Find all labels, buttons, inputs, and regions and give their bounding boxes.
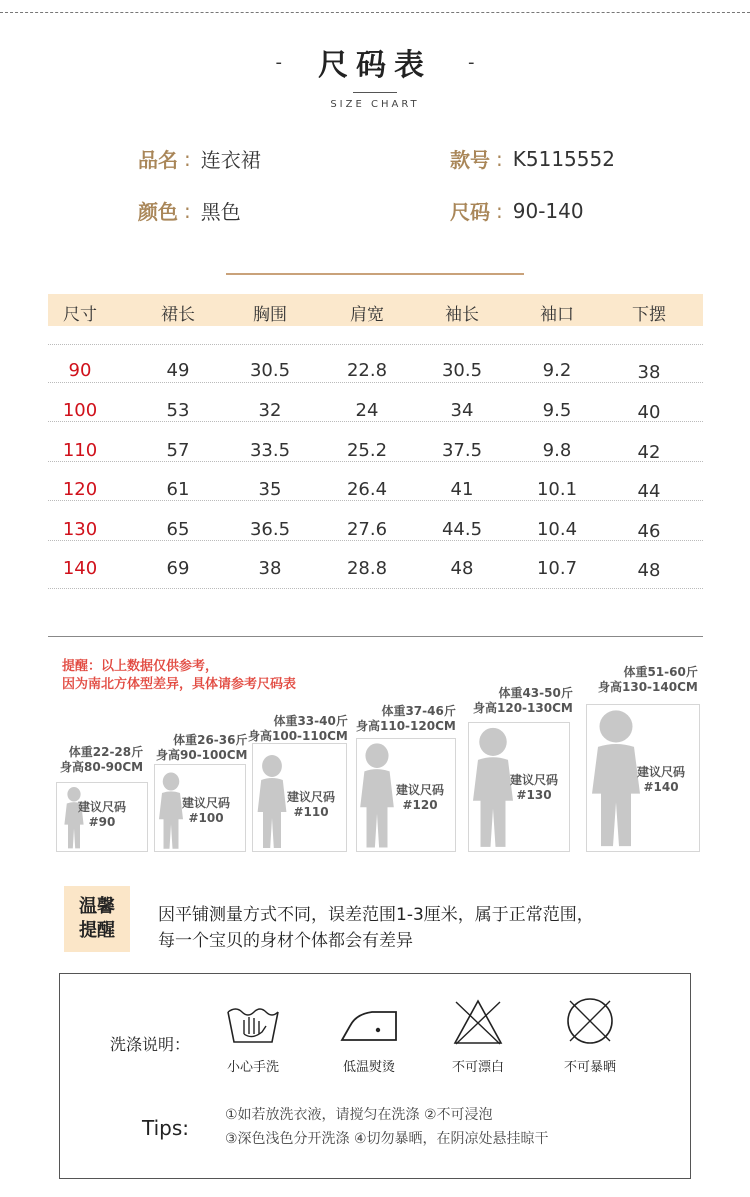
recommended-size-value: #120 (402, 798, 438, 812)
table-cell: 34 (450, 400, 474, 421)
recommended-size (396, 783, 444, 813)
child-silhouette-icon (254, 752, 290, 852)
weight-range: 体重33-40斤 (273, 714, 348, 728)
page-subtitle: SIZE CHART (330, 99, 420, 110)
table-cell: 10.4 (536, 519, 578, 540)
table-cell: 61 (166, 479, 190, 500)
reference-note-line1: 提醒：以上数据仅供参考， (62, 659, 219, 674)
table-header-cell: 下摆 (632, 305, 666, 325)
table-cell: 30.5 (441, 360, 483, 381)
recommended-size-label: 建议尺码 (510, 773, 559, 787)
table-cell: 65 (166, 519, 190, 540)
recommended-size-value: #130 (516, 788, 552, 802)
table-cell: 40 (637, 402, 661, 423)
table-cell: 32 (258, 400, 282, 421)
warm-reminder-text-2: 每一个宝贝的身材个体都会有差异 (158, 931, 413, 951)
height-range: 身高80-90CM (60, 760, 144, 774)
warm-reminder-badge (64, 886, 130, 952)
warm-reminder-label-2: 提醒 (79, 920, 115, 941)
product-size-value: 90-140 (512, 198, 584, 223)
recommended-size-value: #100 (188, 811, 224, 825)
table-cell: 10.7 (536, 558, 578, 579)
hand-wash-icon (224, 1004, 282, 1046)
recommended-size (287, 790, 335, 820)
recommended-size-label: 建议尺码 (396, 783, 445, 797)
section-divider (48, 636, 703, 637)
table-header-cell: 袖口 (540, 305, 574, 325)
table-header-cell: 裙长 (161, 305, 195, 325)
recommended-size-value: #90 (88, 815, 116, 829)
no-bleach-icon (452, 998, 504, 1046)
title-dash-right: - (468, 51, 475, 73)
weight-range: 体重37-46斤 (381, 704, 456, 718)
recommended-size-label: 建议尺码 (182, 796, 231, 810)
table-size-cell: 120 (62, 479, 98, 500)
table-row-divider (48, 500, 703, 501)
table-size-cell: 90 (68, 360, 92, 381)
table-cell: 35 (258, 479, 282, 500)
table-size-cell: 140 (62, 558, 98, 579)
table-cell: 27.6 (346, 519, 388, 540)
section-separator (226, 273, 524, 275)
size-reference-label (473, 686, 573, 716)
title-dash-left: - (275, 51, 282, 73)
product-name-row (138, 144, 261, 173)
height-range: 身高120-130CM (473, 701, 573, 715)
weight-range: 体重22-28斤 (68, 745, 144, 759)
product-style-row (450, 144, 615, 173)
product-style-value: K5115552 (512, 146, 615, 171)
product-name-value: 连衣裙 (200, 148, 261, 172)
table-cell: 37.5 (441, 440, 483, 461)
product-size-row (450, 196, 584, 225)
product-size-label: 尺码 (450, 200, 490, 224)
recommended-size-value: #140 (643, 780, 679, 794)
reference-note-line2: 因为南北方体型差异，具体请参考尺码表 (62, 677, 297, 692)
no-sun-dry-caption: 不可暴晒 (563, 1060, 616, 1075)
table-cell: 30.5 (249, 360, 291, 381)
colon: : (496, 146, 503, 171)
table-size-cell: 100 (62, 400, 98, 421)
table-cell: 49 (166, 360, 190, 381)
recommended-size-value: #110 (293, 805, 329, 819)
title-underline (353, 92, 397, 93)
recommended-size (637, 765, 685, 795)
table-cell: 9.8 (542, 440, 572, 461)
size-reference-label (156, 733, 247, 763)
height-range: 身高110-120CM (356, 719, 456, 733)
recommended-size (510, 773, 558, 803)
table-header-cell: 肩宽 (350, 305, 384, 325)
table-cell: 24 (355, 400, 379, 421)
top-dashed-border (0, 12, 750, 13)
height-range: 身高100-110CM (248, 729, 348, 743)
table-row-divider (48, 382, 703, 383)
low-iron-icon (338, 1006, 400, 1044)
size-reference-label (356, 704, 456, 734)
table-cell: 22.8 (346, 360, 388, 381)
table-cell: 48 (450, 558, 474, 579)
recommended-size-label: 建议尺码 (637, 765, 686, 779)
colon: : (184, 198, 191, 223)
size-reference-label (60, 745, 143, 775)
product-color-label: 颜色 (138, 200, 178, 224)
table-header-cell: 尺寸 (63, 305, 97, 325)
warm-reminder-text-1: 因平铺测量方式不同，误差范围1-3厘米，属于正常范围， (158, 905, 594, 925)
table-cell: 9.5 (542, 400, 572, 421)
size-reference-label (598, 665, 698, 695)
weight-range: 体重26-36斤 (173, 733, 248, 747)
no-sun-dry-icon (565, 996, 615, 1046)
table-row-divider (48, 588, 703, 589)
table-cell: 38 (258, 558, 282, 579)
table-cell: 38 (637, 362, 661, 383)
page-title: 尺码表 (318, 48, 432, 83)
recommended-size-label: 建议尺码 (287, 790, 336, 804)
product-name-label: 品名 (138, 148, 178, 172)
table-cell: 10.1 (536, 479, 578, 500)
table-cell: 41 (450, 479, 474, 500)
child-silhouette-icon (356, 740, 398, 852)
table-cell: 33.5 (249, 440, 291, 461)
recommended-size (182, 796, 230, 826)
table-cell: 25.2 (346, 440, 388, 461)
table-cell: 42 (637, 442, 661, 463)
recommended-size-label: 建议尺码 (78, 800, 127, 814)
product-color-row (138, 196, 241, 225)
washing-title: 洗涤说明： (110, 1035, 191, 1054)
size-reference-label (248, 714, 348, 744)
table-cell: 28.8 (346, 558, 388, 579)
table-header-cell: 袖长 (445, 305, 479, 325)
table-cell: 46 (637, 521, 661, 542)
table-size-cell: 110 (62, 440, 98, 461)
hand-wash-caption: 小心手洗 (226, 1060, 279, 1075)
height-range: 身高90-100CM (156, 748, 248, 762)
weight-range: 体重43-50斤 (498, 686, 573, 700)
tips-line-1: ①如若放洗衣液，请搅匀在洗涤 ②不可浸泡 (225, 1107, 493, 1123)
table-cell: 48 (637, 560, 661, 581)
warm-reminder-label-1: 温馨 (79, 896, 115, 917)
no-bleach-caption: 不可漂白 (451, 1060, 504, 1075)
table-row-divider (48, 540, 703, 541)
tips-label: Tips: (142, 1116, 190, 1140)
table-row-divider (48, 344, 703, 345)
tips-line-2: ③深色浅色分开洗涤 ④切勿暴晒，在阴凉处悬挂晾干 (225, 1131, 549, 1147)
colon: : (496, 198, 503, 223)
table-cell: 44 (637, 481, 661, 502)
height-range: 身高130-140CM (598, 680, 698, 694)
table-cell: 9.2 (542, 360, 572, 381)
table-cell: 36.5 (249, 519, 291, 540)
table-size-cell: 130 (62, 519, 98, 540)
table-cell: 57 (166, 440, 190, 461)
table-row-divider (48, 421, 703, 422)
recommended-size (78, 800, 126, 830)
product-color-value: 黑色 (200, 200, 241, 224)
table-cell: 44.5 (441, 519, 483, 540)
colon: : (184, 146, 191, 171)
table-header-cell: 胸围 (253, 305, 287, 325)
weight-range: 体重51-60斤 (623, 665, 698, 679)
product-style-label: 款号 (450, 148, 490, 172)
table-cell: 69 (166, 558, 190, 579)
table-row-divider (48, 461, 703, 462)
washing-instructions-panel (59, 973, 691, 1179)
low-iron-caption: 低温熨烫 (342, 1060, 395, 1075)
page-header (0, 40, 750, 110)
table-cell: 53 (166, 400, 190, 421)
table-cell: 26.4 (346, 479, 388, 500)
